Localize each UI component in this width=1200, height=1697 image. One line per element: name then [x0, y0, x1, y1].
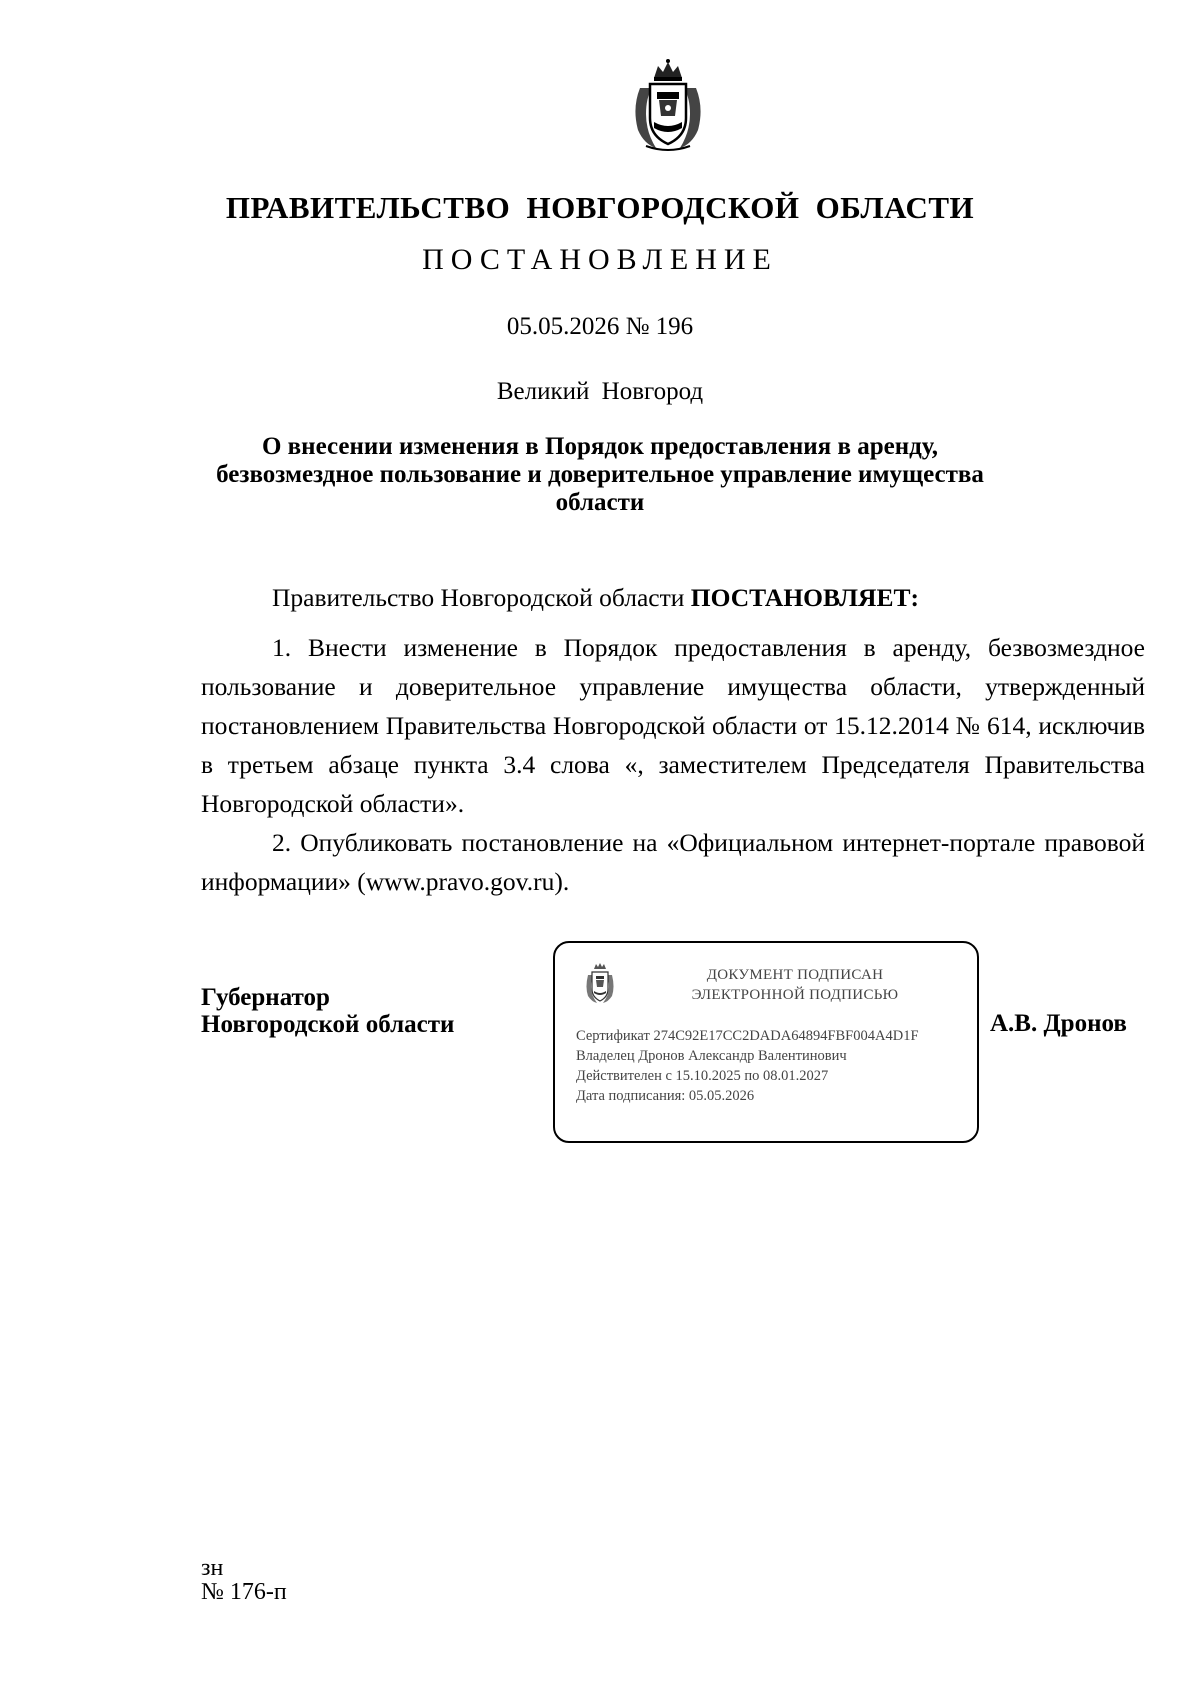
signer-name: А.В. Дронов [990, 1010, 1127, 1037]
coat-of-arms-icon [630, 58, 706, 154]
footer-line1: зн [201, 1555, 224, 1581]
stamp-owner: Владелец Дронов Александр Валентинович [576, 1048, 847, 1064]
stamp-emblem-icon [585, 963, 615, 1005]
paragraph-2: 2. Опубликовать постановление на «Официальном интернет-портале правовой информации» (www.pravo.gov.ru). [201, 828, 1145, 896]
document-date-number: 05.05.2026 № 196 [506, 313, 694, 340]
stamp-header-line1: ДОКУМЕНТ ПОДПИСАН [706, 967, 884, 983]
document-place: Великий Новгород [496, 378, 704, 405]
document-subject: О внесении изменения в Порядок предоставления в аренду, безвозмездное пользование и доверительное управление имущества области [216, 433, 984, 516]
footer-line2: № 176-п [201, 1579, 287, 1605]
preamble [272, 583, 919, 613]
paragraph-1: 1. Внести изменение в Порядок предоставления в аренду, безвозмездное пользование и доверительное управление имущества области, утвержденный постановлением Правительства Новгородской области от 15.12.2014 № 614, исключив в третьем абзаце пункта 3.4 слова «, заместителем Председателя Правительства Новгородской области». [201, 633, 1145, 818]
electronic-signature-stamp [553, 941, 979, 1143]
signer-position-line1: Губернатор [201, 984, 330, 1011]
document-body [201, 628, 1145, 901]
organization-title: ПРАВИТЕЛЬСТВО НОВГОРОДСКОЙ ОБЛАСТИ [225, 190, 975, 225]
signer-position-line2: Новгородской области [201, 1011, 455, 1038]
document-type: ПОСТАНОВЛЕНИЕ [422, 243, 778, 276]
stamp-header [665, 965, 925, 1005]
stamp-details [576, 1026, 919, 1106]
preamble-bold: ПОСТАНОВЛЯЕТ: [690, 583, 919, 612]
signer-position [201, 984, 454, 1038]
stamp-certificate: Сертификат 274C92E17CC2DADA64894FBF004A4D1F [576, 1028, 919, 1044]
stamp-header-line2: ЭЛЕКТРОННОЙ ПОДПИСЬЮ [691, 987, 899, 1003]
footer-code [201, 1556, 287, 1604]
stamp-validity: Действителен с 15.10.2025 по 08.01.2027 [576, 1068, 829, 1084]
stamp-signing-date: Дата подписания: 05.05.2026 [576, 1088, 755, 1104]
preamble-text: Правительство Новгородской области [272, 583, 691, 612]
